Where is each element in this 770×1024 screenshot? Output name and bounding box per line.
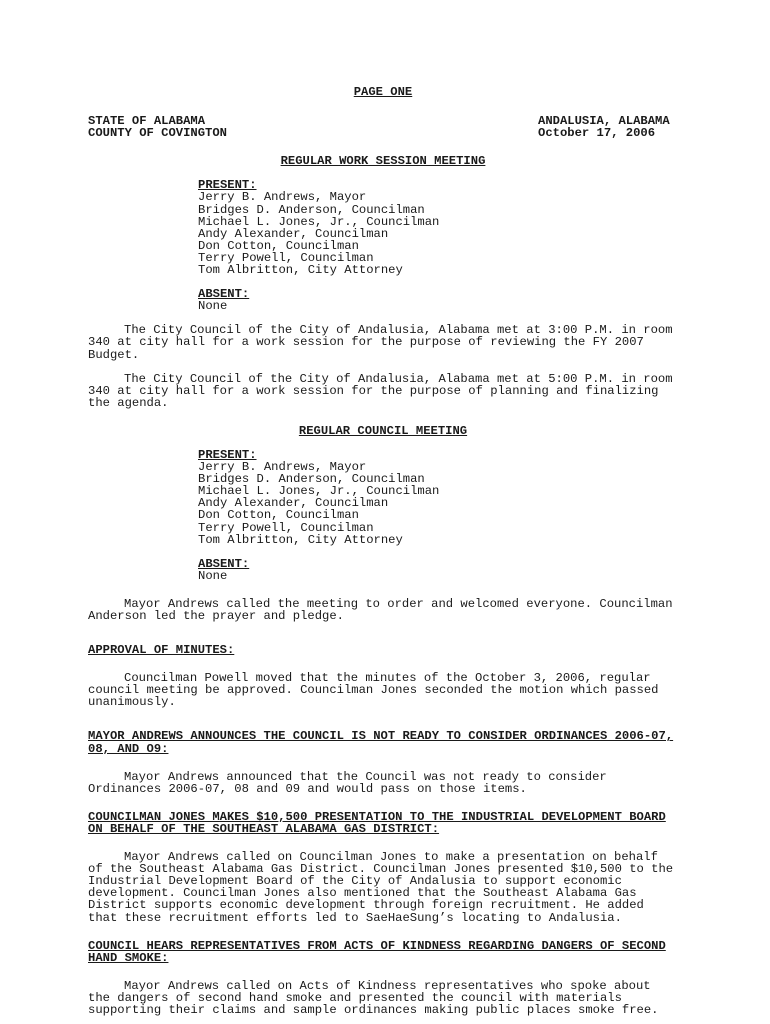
header-right (538, 115, 678, 139)
section-heading: COUNCIL HEARS REPRESENTATIVES FROM ACTS OF KINDNESS REGARDING DANGERS OF SECOND HAND SMOKE: (88, 938, 666, 965)
attendee: Jerry B. Andrews, Mayor (198, 460, 367, 475)
absent-value: None (198, 568, 228, 583)
attendee: Jerry B. Andrews, Mayor (198, 190, 367, 205)
council-meeting-attendance (198, 449, 678, 582)
section-body: Mayor Andrews called on Acts of Kindness representatives who spoke about the dangers of second hand smoke and presented the council with materials supporting their claims and sample ordinances making public places smoke free. (88, 978, 659, 1017)
work-session-title: REGULAR WORK SESSION MEETING (280, 154, 486, 169)
state-line: STATE OF ALABAMA (88, 114, 206, 129)
section-body: Mayor Andrews announced that the Council was not ready to consider Ordinances 2006-07, 08 and 09 and would pass on those items. (88, 769, 607, 796)
county-line: COUNTY OF COVINGTON (88, 126, 227, 141)
absent-label: ABSENT: (198, 556, 250, 571)
date-line: October 17, 2006 (538, 126, 656, 141)
attendee: Andy Alexander, Councilman (198, 496, 389, 511)
opening-paragraph: Mayor Andrews called the meeting to order and welcomed everyone. Councilman Anderson led the prayer and pledge. (88, 596, 673, 623)
present-label: PRESENT: (198, 447, 257, 462)
page-label: PAGE ONE (353, 85, 413, 99)
attendee: Andy Alexander, Councilman (198, 226, 389, 241)
section-heading: APPROVAL OF MINUTES: (88, 643, 235, 658)
attendee: Michael L. Jones, Jr., Councilman (198, 214, 440, 229)
attendee: Tom Albritton, City Attorney (198, 532, 403, 547)
work-session-attendance (198, 179, 678, 312)
attendee: Don Cotton, Councilman (198, 238, 359, 253)
attendee: Bridges D. Anderson, Councilman (198, 202, 425, 217)
absent-value: None (198, 299, 228, 314)
header-left (88, 115, 227, 139)
attendee: Terry Powell, Councilman (198, 250, 374, 265)
attendee: Michael L. Jones, Jr., Councilman (198, 484, 440, 499)
city-line: ANDALUSIA, ALABAMA (538, 114, 670, 129)
section-heading: COUNCILMAN JONES MAKES $10,500 PRESENTATION TO THE INDUSTRIAL DEVELOPMENT BOARD ON BEHALF OF THE SOUTHEAST ALABAMA GAS DISTRICT: (88, 809, 666, 836)
document-header (88, 115, 678, 139)
attendee: Don Cotton, Councilman (198, 508, 359, 523)
absent-label: ABSENT: (198, 287, 250, 302)
section-heading: MAYOR ANDREWS ANNOUNCES THE COUNCIL IS NOT READY TO CONSIDER ORDINANCES 2006-07, 08, AND O9: (88, 729, 674, 756)
work-session-paragraph: The City Council of the City of Andalusia, Alabama met at 5:00 P.M. in room 340 at city hall for a work session for the purpose of planning and finalizing the agenda. (88, 371, 673, 410)
document-page (88, 86, 678, 1016)
attendee: Tom Albritton, City Attorney (198, 263, 403, 278)
present-label: PRESENT: (198, 178, 257, 193)
attendee: Bridges D. Anderson, Councilman (198, 472, 425, 487)
section-body: Mayor Andrews called on Councilman Jones to make a presentation on behalf of the Southeast Alabama Gas District. Councilman Jones presented $10,500 to the Industrial Development Board of the City of Andalusia to support economic development. Councilman Jones also mentioned that the Southeast Alabama Gas District supports economic development through foreign recruitment. He added that these recruitment efforts led to SaeHaeSung’s locating to Andalusia. (88, 850, 674, 925)
attendee: Terry Powell, Councilman (198, 520, 374, 535)
work-session-paragraph: The City Council of the City of Andalusia, Alabama met at 3:00 P.M. in room 340 at city hall for a work session for the purpose of reviewing the FY 2007 Budget. (88, 323, 673, 362)
council-meeting-title: REGULAR COUNCIL MEETING (298, 423, 468, 438)
section-body: Councilman Powell moved that the minutes of the October 3, 2006, regular council meeting be approved. Councilman Jones seconded the motion which passed unanimously. (88, 671, 659, 710)
